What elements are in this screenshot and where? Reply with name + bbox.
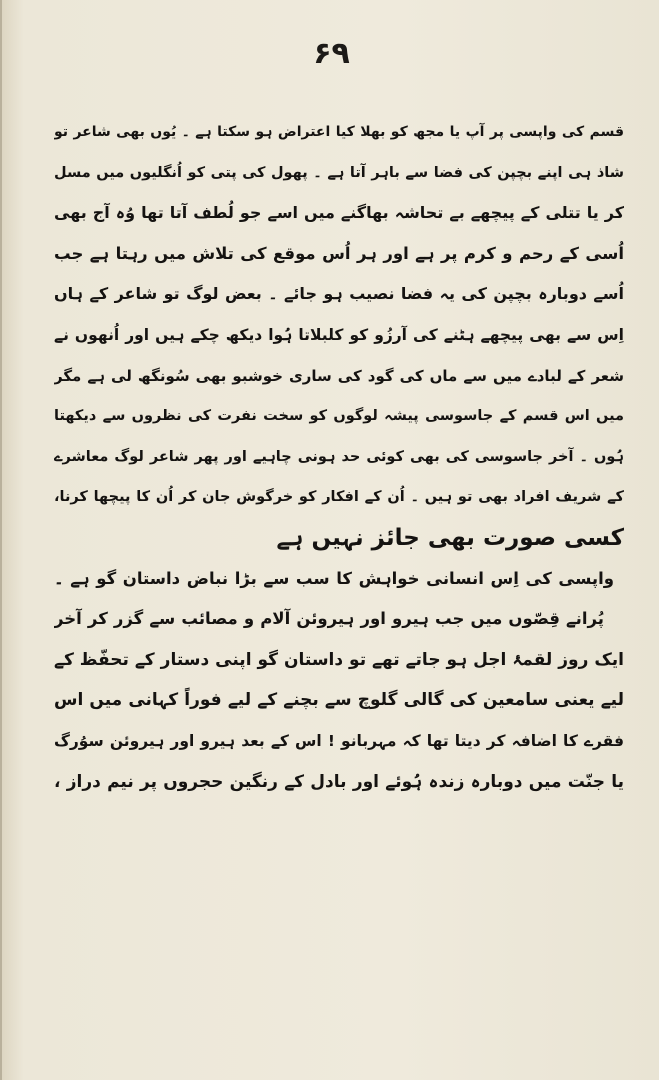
text-line: میں اس قسم کے جاسوسی پیشہ لوگوں کو سخت نفرت کی نظروں سے دیکھتا <box>54 408 624 425</box>
text-line: ہُوں ۔ آخر جاسوسی کی بھی کوئی حد ہونی چاہیے اور پھر شاعر لوگ معاشرے <box>54 448 624 465</box>
text-line: یا جنّت میں دوبارہ زندہ ہُوئے اور بادل کے رنگین حجروں پر نیم دراز ، <box>54 771 624 792</box>
text-line: ایک روز لقمۂ اجل ہو جاتے تھے تو داستان گو اپنی دستار کے تحفّظ کے <box>54 649 624 670</box>
text-line: فقرے کا اضافہ کر دیتا تھا کہ مہربانو ! اس کے بعد ہیرو اور ہیروئن سوُرگ <box>54 731 624 750</box>
text-line: پُرانے قِصّوں میں جب ہیرو اور ہیروئن آلام و مصائب سے گزر کر آخر <box>54 609 604 629</box>
text-line: لیے یعنی سامعین کی گالی گلوچ سے بچنے کے لیے فوراً کہانی میں اس <box>54 690 624 711</box>
page-number: ۶۹ <box>313 36 350 71</box>
text-line: شعر کے لبادے میں سے ماں کی گود کی ساری خوشبو بھی سُونگھ لی ہے مگر <box>54 366 624 385</box>
text-line: اُسی کے رحم و کرم پر ہے اور ہر اُس موقع کی تلاش میں رہتا ہے جب <box>54 243 624 263</box>
paragraph-end-line: کسی صورت بھی جائز نہیں ہے <box>276 524 624 551</box>
text-line: اِس سے بھی پیچھے ہٹنے کی آرزُو کو کلبلاتا ہُوا دیکھ چکے ہیں اور اُنھوں نے <box>54 325 624 344</box>
paragraph-start-line: واپسی کی اِس انسانی خواہش کا سب سے بڑا نباض داستان گو ہے ۔ <box>54 568 614 588</box>
text-line: قسم کی واپسی پر آپ یا مجھ کو بھلا کیا اعتراض ہو سکتا ہے ۔ یُوں بھی شاعر تو <box>54 124 624 140</box>
text-line: اُسے دوبارہ بچپن کی یہ فضا نصیب ہو جائے ۔ بعض لوگ تو شاعر کے ہاں <box>54 284 624 304</box>
text-line: کر یا تتلی کے پیچھے بے تحاشہ بھاگنے میں اسے جو لُطف آتا تھا وُہ آج بھی <box>54 203 624 223</box>
page-body-text <box>54 112 624 802</box>
text-line: کے شریف افراد بھی تو ہیں ۔ اُن کے افکار کو خرگوش جان کر اُن کا پیچھا کرنا، <box>54 489 624 506</box>
text-line: شاذ ہی اپنے بچپن کی فضا سے باہر آتا ہے ۔ پھول کی پتی کو اُنگلیوں میں مسل <box>54 164 624 181</box>
